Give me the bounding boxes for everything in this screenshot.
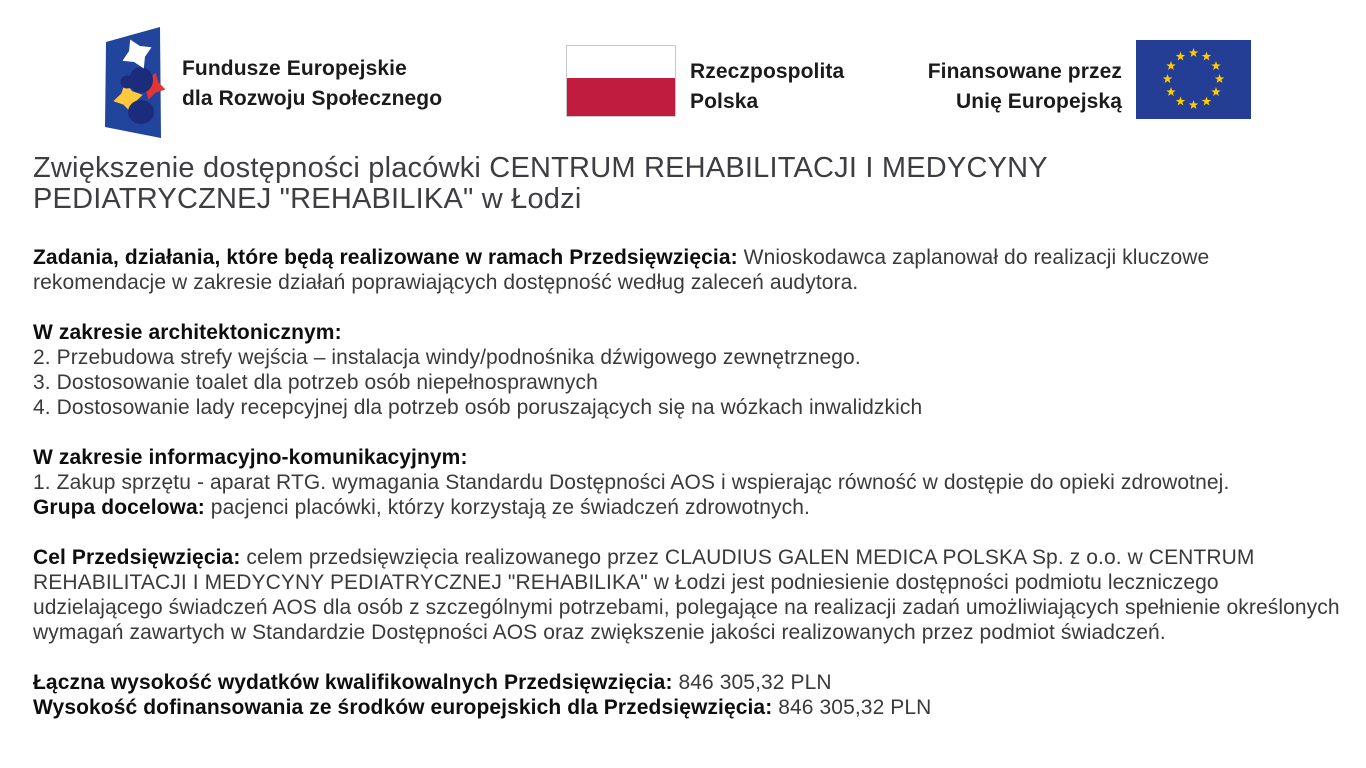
eu-financed-line1: Finansowane przez <box>927 60 1122 83</box>
poland-flag-icon <box>566 45 676 117</box>
eu-funds-logo-text <box>182 54 442 114</box>
eu-funds-flag-icon <box>103 24 165 142</box>
eu-funds-line1: Fundusze Europejskie <box>182 57 407 80</box>
informational-section <box>33 445 1345 520</box>
eu-funding-label: Wysokość dofinansowania ze środków europejskich dla Przedsięwzięcia: <box>33 696 773 719</box>
logo-strip <box>0 0 1366 148</box>
architectural-item: 3. Dostosowanie toalet dla potrzeb osób niepełnosprawnych <box>33 371 598 394</box>
informational-item: 1. Zakup sprzętu - aparat RTG. wymagania Standardu Dostępności AOS i wspierając równość w dostępie do opieki zdrowotnej. <box>33 471 1230 494</box>
tasks-paragraph <box>33 245 1345 295</box>
poland-flag-red-stripe <box>567 78 675 116</box>
tasks-label: Zadania, działania, które będą realizowane w ramach Przedsięwzięcia: <box>33 246 738 269</box>
eu-funds-line2: dla Rozwoju Społecznego <box>182 87 443 110</box>
financials-section <box>33 670 1345 720</box>
project-description <box>33 245 1345 720</box>
eu-financed-logo-text <box>928 57 1122 117</box>
goal-paragraph <box>33 545 1345 645</box>
poland-line2: Polska <box>690 90 759 113</box>
poland-logo-text <box>690 57 844 117</box>
total-expenses-value: 846 305,32 PLN <box>672 671 832 694</box>
page-title <box>33 153 1343 215</box>
architectural-section <box>33 320 1345 420</box>
goal-label: Cel Przedsięwzięcia: <box>33 546 241 569</box>
informational-heading: W zakresie informacyjno-komunikacyjnym: <box>33 446 468 469</box>
page-title-line2: PEDIATRYCZNEJ "REHABILIKA" w Łodzi <box>33 183 582 215</box>
eu-flag-icon <box>1136 40 1251 119</box>
poland-line1: Rzeczpospolita <box>690 60 845 83</box>
tasks-text: Wnioskodawca zaplanował do realizacji kluczowe rekomendacje w zakresie działań poprawiających dostępność według zaleceń audytora. <box>33 246 1210 294</box>
eu-funding-line <box>33 695 1345 720</box>
architectural-item: 2. Przebudowa strefy wejścia – instalacja windy/podnośnika dźwigowego zewnętrznego. <box>33 346 861 369</box>
architectural-heading: W zakresie architektonicznym: <box>33 321 342 344</box>
page-title-line1: Zwiększenie dostępności placówki CENTRUM REHABILITACJI I MEDYCYNY <box>33 152 1048 184</box>
goal-text: celem przedsięwzięcia realizowanego przez CLAUDIUS GALEN MEDICA POLSKA Sp. z o.o. w CENTRUM REHABILITACJI I MEDYCYNY PEDIATRYCZNEJ "REHABILIKA" w Łodzi jest podniesienie dostępności podmiotu leczniczego udzielającego świadczeń AOS dla osób z szczególnymi potrzebami, polegające na realizacji zadań umożliwiających spełnienie określonych wymagań zawartych w Standardzie Dostępności AOS oraz zwiększenie jakości realizowanych przez podmiot świadczeń. <box>33 546 1340 644</box>
architectural-item: 4. Dostosowanie lady recepcyjnej dla potrzeb osób poruszających się na wózkach inwalidzkich <box>33 396 923 419</box>
eu-funding-value: 846 305,32 PLN <box>772 696 932 719</box>
target-group-line <box>33 495 1345 520</box>
total-expenses-line <box>33 670 1345 695</box>
eu-financed-line2: Unię Europejską <box>955 90 1122 113</box>
target-group-label: Grupa docelowa: <box>33 496 205 519</box>
target-group-text: pacjenci placówki, którzy korzystają ze świadczeń zdrowotnych. <box>204 496 810 519</box>
total-expenses-label: Łączna wysokość wydatków kwalifikowalnych Przedsięwzięcia: <box>33 671 673 694</box>
